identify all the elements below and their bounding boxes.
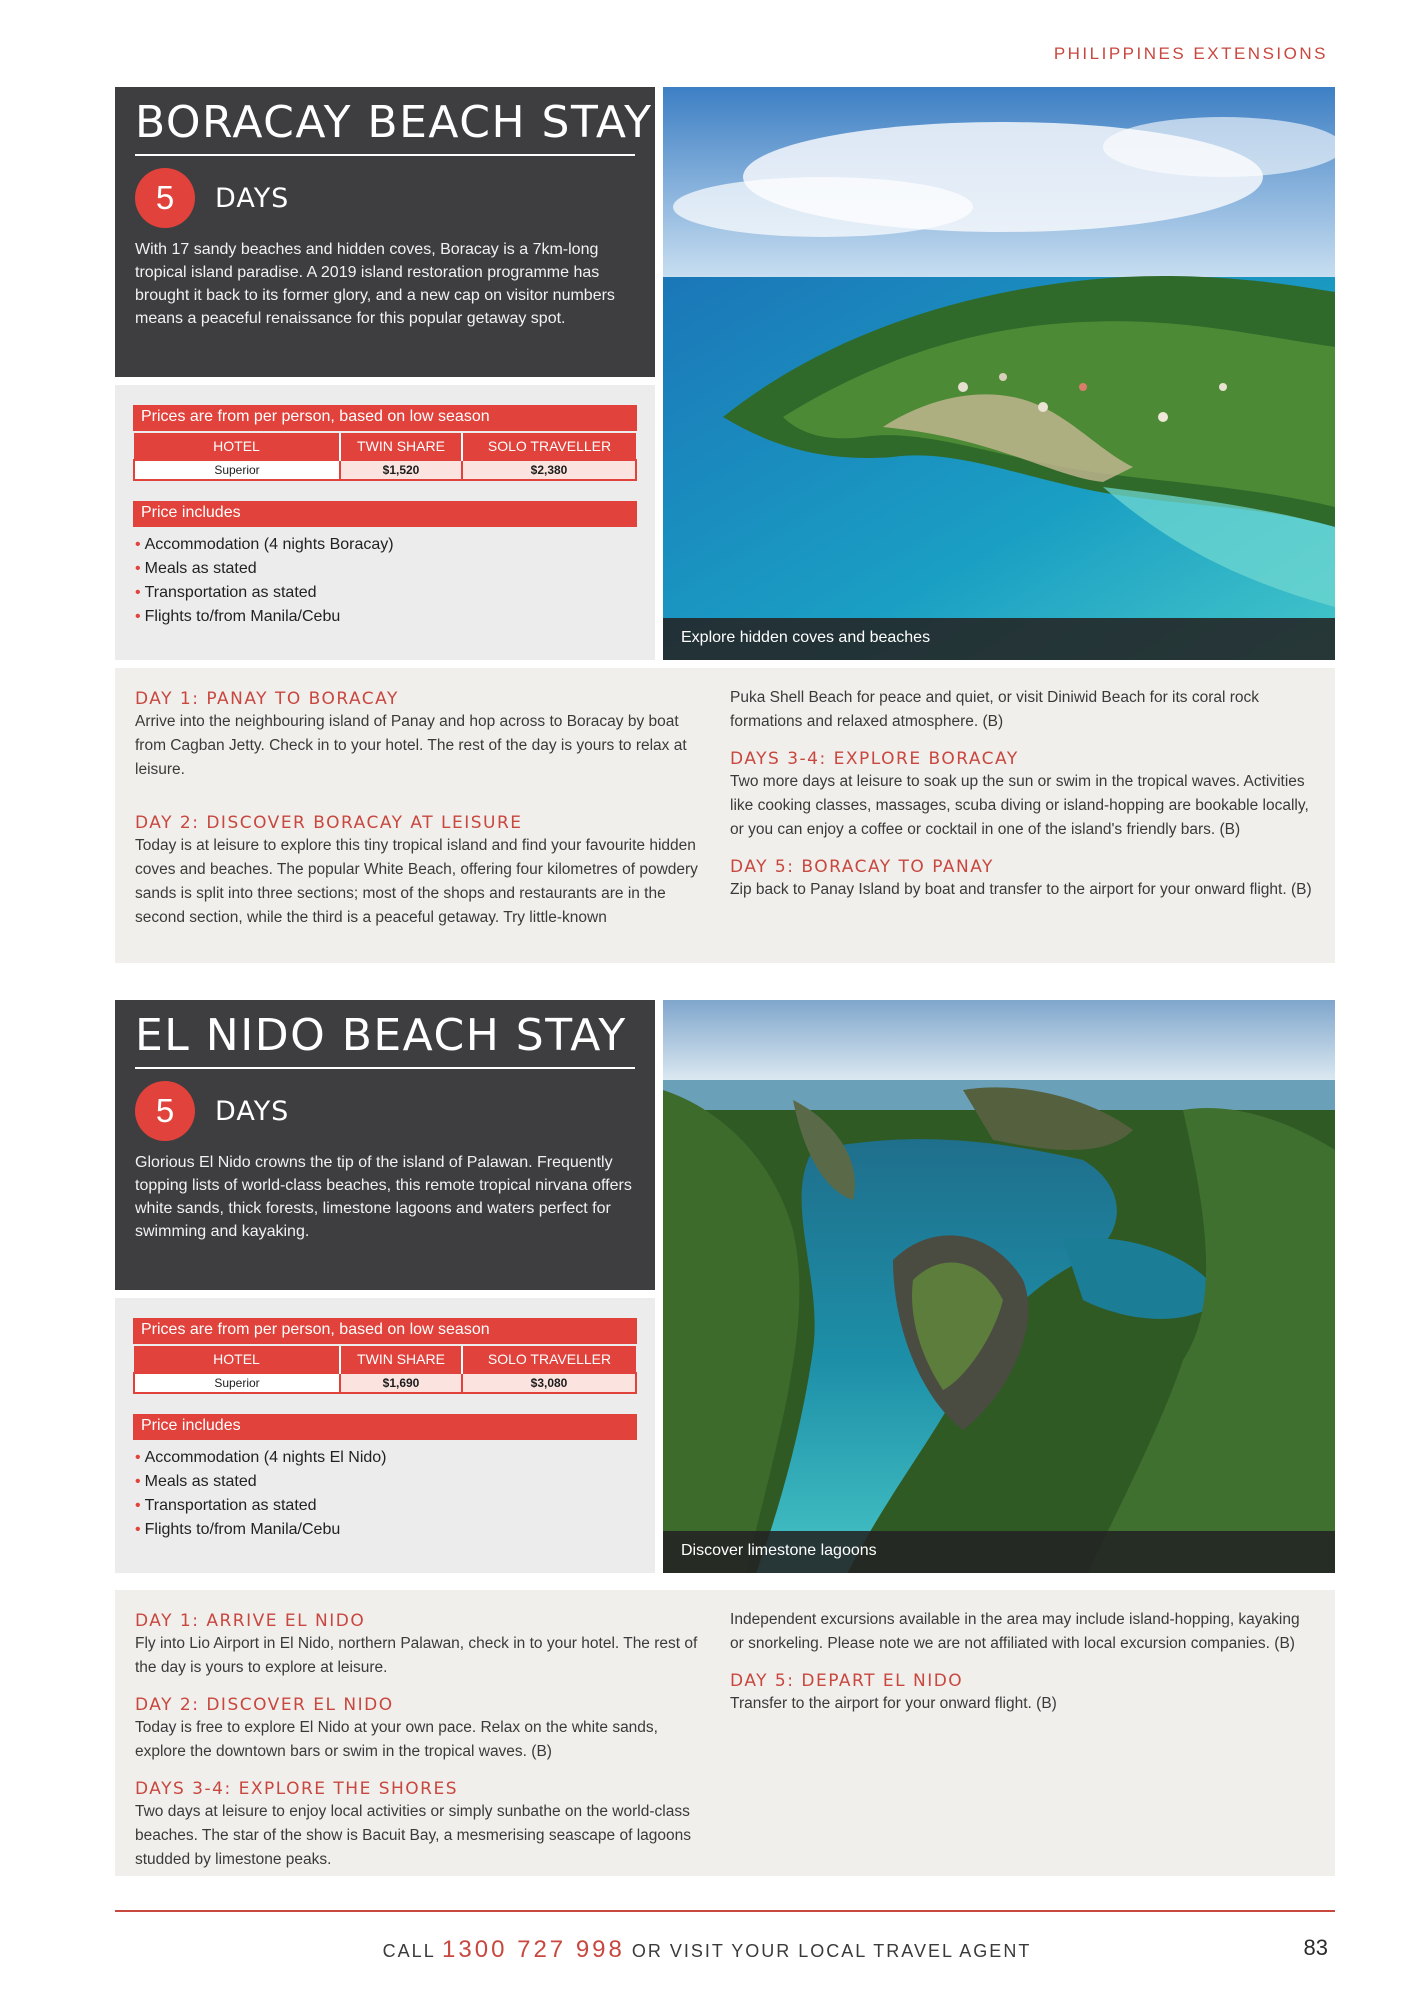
itinerary-panel bbox=[115, 1590, 1335, 1876]
section-label: PHILIPPINES EXTENSIONS bbox=[1053, 44, 1328, 63]
day-text-continued: Independent excursions available in the area may include island-hopping, kayaking or snorkeling. Please note we are not affiliated with local excursion companies. (B) bbox=[730, 1611, 1300, 1652]
day-heading: DAY 1: PANAY TO BORACAY bbox=[135, 689, 399, 709]
days-row bbox=[135, 1081, 635, 1141]
itinerary-panel bbox=[115, 668, 1335, 963]
footer-call-to-action bbox=[0, 1936, 1414, 1964]
price-table-header bbox=[134, 433, 636, 460]
tour-title: BORACAY BEACH STAY bbox=[135, 87, 635, 156]
list-item: • Flights to/from Manila/Cebu bbox=[135, 1521, 341, 1538]
footer-call-label: CALL bbox=[382, 1941, 436, 1961]
day-text: Arrive into the neighbouring island of Panay and hop across to Boracay by boat from Cagban Jetty. Check in to your hotel. The rest of the day is yours to relax at leisure. bbox=[135, 713, 687, 778]
col-hotel: HOTEL bbox=[134, 433, 340, 460]
bullet-icon: • bbox=[135, 584, 141, 601]
footer-divider bbox=[115, 1910, 1335, 1912]
list-item: • Accommodation (4 nights El Nido) bbox=[135, 1449, 387, 1466]
list-item: • Accommodation (4 nights Boracay) bbox=[135, 536, 394, 553]
itinerary-column-right bbox=[730, 1608, 1315, 1858]
col-twin-share: TWIN SHARE bbox=[340, 1346, 462, 1373]
prices-heading: Prices are from per person, based on low season bbox=[133, 1318, 637, 1344]
day-heading: DAYS 3-4: EXPLORE BORACAY bbox=[730, 749, 1019, 769]
list-item: • Transportation as stated bbox=[135, 584, 317, 601]
hotel-cell: Superior bbox=[134, 460, 340, 480]
col-twin-share: TWIN SHARE bbox=[340, 433, 462, 460]
includes-list bbox=[133, 533, 637, 629]
price-table bbox=[133, 433, 637, 481]
itinerary-column-left bbox=[135, 686, 710, 945]
list-item: • Transportation as stated bbox=[135, 1497, 317, 1514]
includes-heading: Price includes bbox=[133, 1414, 637, 1440]
bullet-icon: • bbox=[135, 1497, 141, 1514]
price-panel bbox=[115, 385, 655, 660]
day-heading: DAY 2: DISCOVER EL NIDO bbox=[135, 1695, 394, 1715]
days-count-badge: 5 bbox=[135, 1081, 195, 1141]
price-table bbox=[133, 1346, 637, 1394]
day-text: Transfer to the airport for your onward flight. (B) bbox=[730, 1695, 1057, 1712]
bullet-icon: • bbox=[135, 1449, 141, 1466]
tour-header-box bbox=[115, 1000, 655, 1290]
price-table-header bbox=[134, 1346, 636, 1373]
day-heading: DAY 5: BORACAY TO PANAY bbox=[730, 857, 994, 877]
boracay-aerial-photo bbox=[663, 87, 1335, 660]
footer-phone-number[interactable]: 1300 727 998 bbox=[442, 1936, 625, 1963]
bullet-icon: • bbox=[135, 536, 141, 553]
day-text-continued: Puka Shell Beach for peace and quiet, or visit Diniwid Beach for its coral rock formations and relaxed atmosphere. (B) bbox=[730, 689, 1260, 730]
solo-price-cell: $2,380 bbox=[462, 460, 636, 480]
day-text: Fly into Lio Airport in El Nido, northern Palawan, check in to your hotel. The rest of the day is yours to explore at leisure. bbox=[135, 1635, 698, 1676]
list-item: • Flights to/from Manila/Cebu bbox=[135, 608, 341, 625]
table-row bbox=[134, 1373, 636, 1393]
island-coast-image bbox=[663, 87, 1335, 660]
includes-heading: Price includes bbox=[133, 501, 637, 527]
days-count-badge: 5 bbox=[135, 168, 195, 228]
tour-intro: With 17 sandy beaches and hidden coves, Boracay is a 7km-long tropical island paradise. A 2019 island restoration programme has brought it back to its former glory, and a new cap on visitor numbers means a peaceful renaissance for this popular getaway spot. bbox=[135, 241, 615, 327]
tour-header-box bbox=[115, 87, 655, 377]
col-hotel: HOTEL bbox=[134, 1346, 340, 1373]
list-item: • Meals as stated bbox=[135, 560, 257, 577]
bullet-icon: • bbox=[135, 1521, 141, 1538]
col-solo-traveller: SOLO TRAVELLER bbox=[462, 1346, 636, 1373]
photo-caption: Explore hidden coves and beaches bbox=[663, 618, 1335, 660]
table-row bbox=[134, 460, 636, 480]
page-number: 83 bbox=[1303, 1935, 1328, 1960]
days-label: DAYS bbox=[215, 1095, 290, 1127]
price-panel bbox=[115, 1298, 655, 1573]
day-heading: DAYS 3-4: EXPLORE THE SHORES bbox=[135, 1779, 459, 1799]
twin-price-cell: $1,690 bbox=[340, 1373, 462, 1393]
day-heading: DAY 5: DEPART EL NIDO bbox=[730, 1671, 964, 1691]
itinerary-column-left bbox=[135, 1608, 710, 1868]
hotel-cell: Superior bbox=[134, 1373, 340, 1393]
twin-price-cell: $1,520 bbox=[340, 460, 462, 480]
bullet-icon: • bbox=[135, 1473, 141, 1490]
tour-intro: Glorious El Nido crowns the tip of the island of Palawan. Frequently topping lists of world-class beaches, this remote tropical nirvana offers white sands, thick forests, limestone lagoons and waters perfect for swimming and kayaking. bbox=[135, 1154, 632, 1240]
solo-price-cell: $3,080 bbox=[462, 1373, 636, 1393]
list-item: • Meals as stated bbox=[135, 1473, 257, 1490]
days-row bbox=[135, 168, 635, 228]
prices-heading: Prices are from per person, based on low season bbox=[133, 405, 637, 431]
days-label: DAYS bbox=[215, 182, 290, 214]
day-heading: DAY 2: DISCOVER BORACAY AT LEISURE bbox=[135, 813, 523, 833]
footer-agent-text: OR VISIT YOUR LOCAL TRAVEL AGENT bbox=[631, 1941, 1032, 1961]
el-nido-lagoon-photo bbox=[663, 1000, 1335, 1573]
includes-list bbox=[133, 1446, 637, 1542]
day-text: Today is free to explore El Nido at your own pace. Relax on the white sands, explore the downtown bars or swim in the tropical waves. (B) bbox=[135, 1719, 658, 1760]
day-heading: DAY 1: ARRIVE EL NIDO bbox=[135, 1611, 366, 1631]
lagoon-image bbox=[663, 1000, 1335, 1573]
day-text: Today is at leisure to explore this tiny tropical island and find your favourite hidden coves and beaches. The popular White Beach, offering four kilometres of powdery sands is split into three sections; most of the shops and restaurants are in the second section, while the third is a peaceful getaway. Try little-known bbox=[135, 837, 698, 926]
col-solo-traveller: SOLO TRAVELLER bbox=[462, 433, 636, 460]
itinerary-column-right bbox=[730, 686, 1315, 945]
day-text: Two days at leisure to enjoy local activities or simply sunbathe on the world-class beaches. The star of the show is Bacuit Bay, a mesmerising seascape of lagoons studded by limestone peaks. bbox=[135, 1803, 692, 1868]
tour-title: EL NIDO BEACH STAY bbox=[135, 1000, 635, 1069]
bullet-icon: • bbox=[135, 608, 141, 625]
day-text: Zip back to Panay Island by boat and transfer to the airport for your onward flight. (B) bbox=[730, 881, 1312, 898]
day-text: Two more days at leisure to soak up the sun or swim in the tropical waves. Activities like cooking classes, massages, scuba diving or island-hopping are bookable locally, or you can enjoy a coffee or cocktail in one of the island's friendly bars. (B) bbox=[730, 773, 1309, 838]
photo-caption: Discover limestone lagoons bbox=[663, 1531, 1335, 1573]
bullet-icon: • bbox=[135, 560, 141, 577]
